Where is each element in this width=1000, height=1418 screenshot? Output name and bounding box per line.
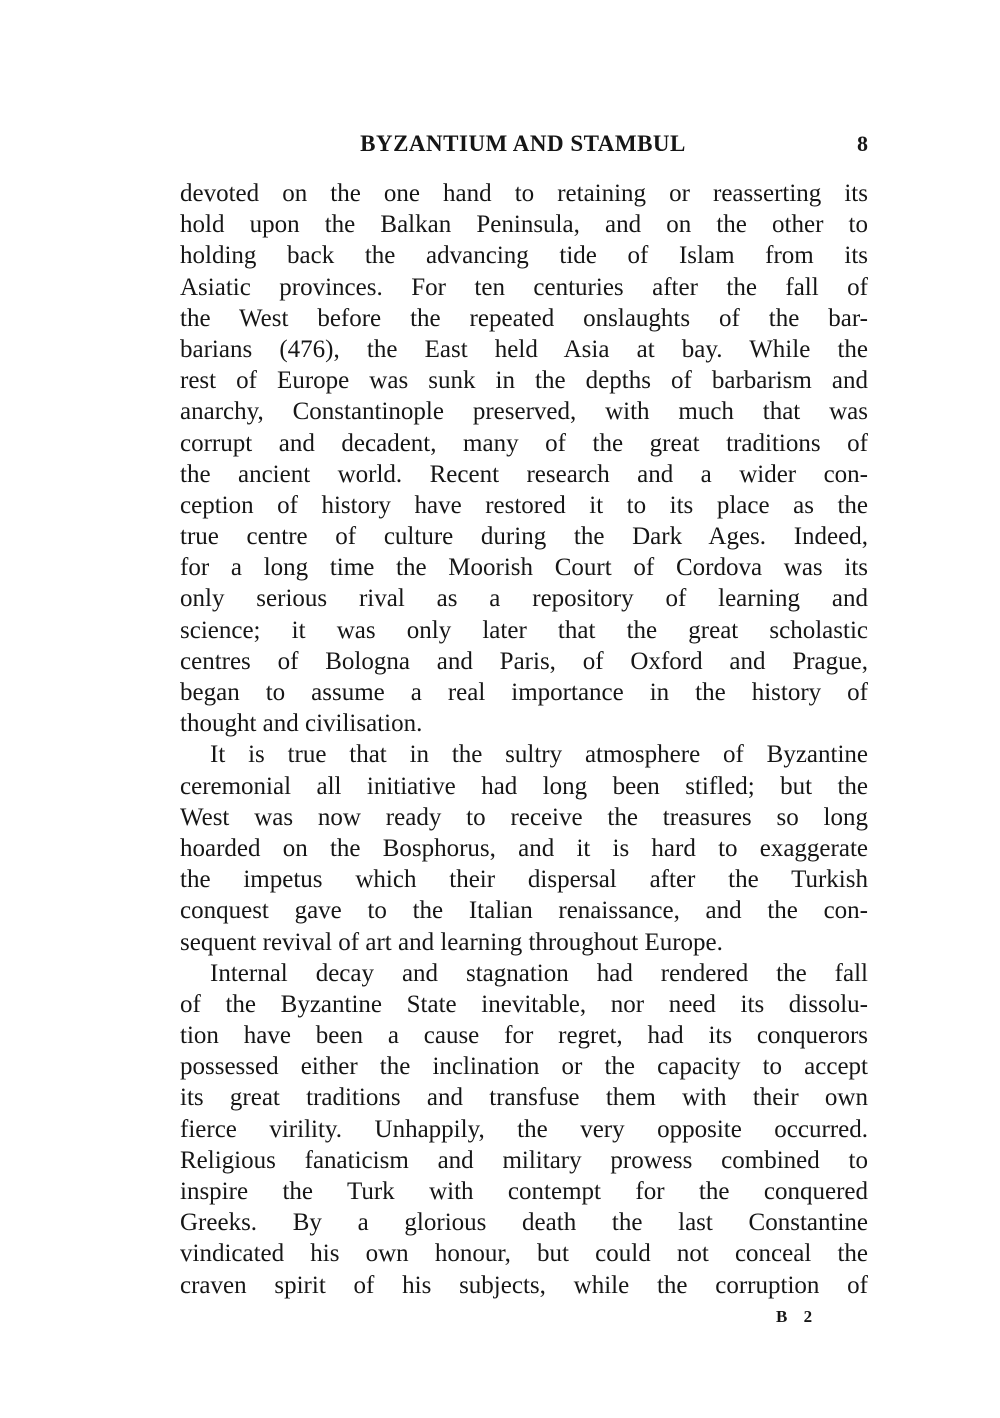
text-line: fierce virility. Unhappily, the very opposite occurred. bbox=[180, 1115, 868, 1143]
text-line: Asiatic provinces. For ten centuries after the fall of bbox=[180, 273, 868, 301]
paragraph bbox=[180, 739, 868, 957]
text-line: true centre of culture during the Dark Ages. Indeed, bbox=[180, 523, 868, 551]
paragraph bbox=[180, 958, 868, 1301]
text-line: hold upon the Balkan Peninsula, and on the other to bbox=[180, 211, 868, 239]
text-line: tion have been a cause for regret, had its conquerors bbox=[180, 1022, 868, 1050]
signature-mark: B 2 bbox=[776, 1307, 819, 1326]
running-title: BYZANTIUM AND STAMBUL bbox=[360, 131, 686, 156]
text-line: the ancient world. Recent research and a wider con- bbox=[180, 460, 868, 488]
text-line: corrupt and decadent, many of the great traditions of bbox=[180, 429, 868, 457]
text-line: the West before the repeated onslaughts of the bar- bbox=[180, 304, 868, 332]
text-line: It is true that in the sultry atmosphere of Byzantine bbox=[210, 741, 868, 769]
text-line: centres of Bologna and Paris, of Oxford and Prague, bbox=[180, 647, 868, 675]
text-line: conquest gave to the Italian renaissance, and the con- bbox=[180, 897, 868, 925]
text-line: Internal decay and stagnation had rendered the fall bbox=[210, 959, 868, 987]
paragraph bbox=[180, 178, 868, 739]
text-line: inspire the Turk with contempt for the conquered bbox=[180, 1178, 868, 1205]
text-line: possessed either the inclination or the capacity to accept bbox=[180, 1053, 868, 1081]
text-line: devoted on the one hand to retaining or reasserting its bbox=[180, 180, 868, 207]
body-text bbox=[180, 178, 868, 1301]
text-line: hoarded on the Bosphorus, and it is hard to exaggerate bbox=[180, 834, 868, 862]
text-line: Greeks. By a glorious death the last Constantine bbox=[180, 1209, 868, 1237]
text-line: ception of history have restored it to its place as the bbox=[180, 491, 868, 519]
text-line: began to assume a real importance in the history of bbox=[180, 679, 868, 706]
text-line: only serious rival as a repository of learning and bbox=[180, 585, 868, 613]
text-line: vindicated his own honour, but could not conceal the bbox=[180, 1240, 868, 1268]
text-line: sequent revival of art and learning throughout Europe. bbox=[180, 928, 723, 956]
text-line: science; it was only later that the great scholastic bbox=[180, 616, 868, 644]
page-number: 8 bbox=[857, 131, 868, 156]
text-line: barians (476), the East held Asia at bay. While the bbox=[180, 335, 868, 363]
text-line: the impetus which their dispersal after the Turkish bbox=[180, 866, 868, 894]
text-line: holding back the advancing tide of Islam from its bbox=[180, 242, 868, 270]
text-line: Religious fanaticism and military prowess combined to bbox=[180, 1146, 868, 1174]
running-head bbox=[178, 127, 868, 161]
text-line: craven spirit of his subjects, while the corruption of bbox=[180, 1271, 868, 1299]
text-line: rest of Europe was sunk in the depths of barbarism and bbox=[180, 367, 868, 395]
text-line: for a long time the Moorish Court of Cordova was its bbox=[180, 554, 868, 582]
text-line: its great traditions and transfuse them with their own bbox=[180, 1084, 868, 1112]
text-line: West was now ready to receive the treasures so long bbox=[180, 803, 868, 831]
text-line: anarchy, Constantinople preserved, with much that was bbox=[180, 398, 868, 426]
text-line: ceremonial all initiative had long been stifled; but the bbox=[180, 772, 868, 800]
text-line: of the Byzantine State inevitable, nor need its dissolu- bbox=[180, 990, 868, 1018]
text-line: thought and civilisation. bbox=[180, 710, 423, 738]
